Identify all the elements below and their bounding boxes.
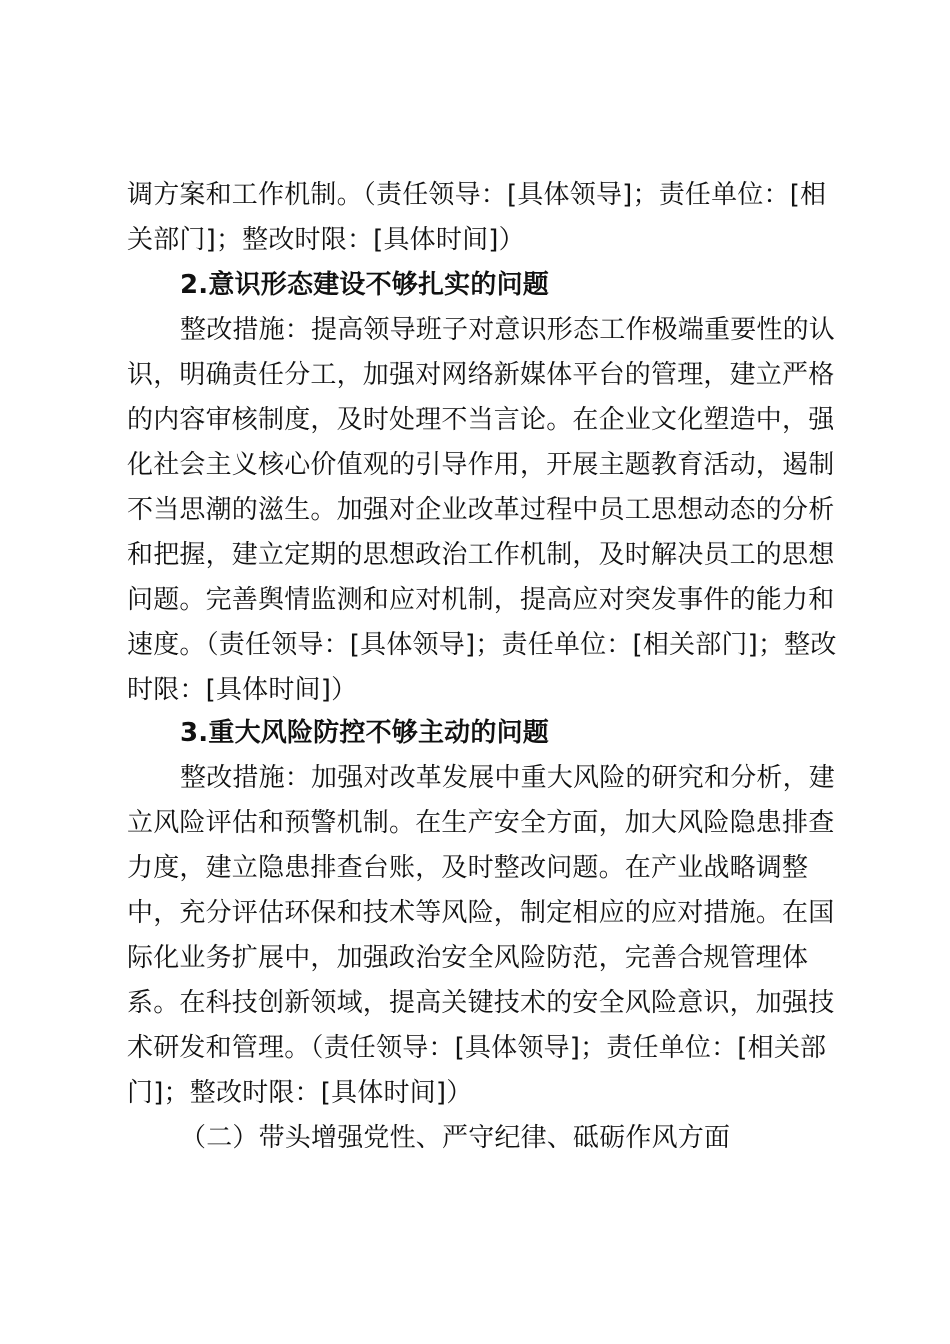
text-line: 识，明确责任分工，加强对网络新媒体平台的管理，建立严格 (127, 360, 835, 390)
text-line: 速度。（责任领导：[具体领导]；责任单位：[相关部门]；整改 (127, 630, 837, 660)
subsection-heading: （二）带头增强党性、严守纪律、砥砺作风方面 (180, 1123, 731, 1153)
text-line: 中，充分评估环保和技术等风险，制定相应的应对措施。在国 (127, 898, 835, 928)
text-line: 的内容审核制度，及时处理不当言论。在企业文化塑造中，强 (127, 405, 835, 435)
text-line: 化社会主义核心价值观的引导作用，开展主题教育活动，遏制 (127, 450, 835, 480)
text-line: 际化业务扩展中，加强政治安全风险防范，完善合规管理体 (127, 943, 809, 973)
text-line: 力度，建立隐患排查台账，及时整改问题。在产业战略调整 (127, 853, 809, 883)
text-line: 系。在科技创新领域，提高关键技术的安全风险意识，加强技 (127, 988, 835, 1018)
text-line: 时限：[具体时间]） (127, 675, 358, 705)
text-line: 不当思潮的滋生。加强对企业改革过程中员工思想动态的分析 (127, 495, 835, 525)
paragraph-start: 整改措施：加强对改革发展中重大风险的研究和分析，建 (180, 763, 836, 793)
text-line: 立风险评估和预警机制。在生产安全方面，加大风险隐患排查 (127, 808, 835, 838)
paragraph-start: 整改措施：提高领导班子对意识形态工作极端重要性的认 (180, 315, 836, 345)
text-line: 和把握，建立定期的思想政治工作机制，及时解决员工的思想 (127, 540, 835, 570)
section-heading: 2.意识形态建设不够扎实的问题 (180, 270, 549, 300)
text-line: 问题。完善舆情监测和应对机制，提高应对突发事件的能力和 (127, 585, 835, 615)
text-line: 关部门]；整改时限：[具体时间]） (127, 225, 525, 255)
section-heading: 3.重大风险防控不够主动的问题 (180, 718, 549, 748)
text-line: 术研发和管理。（责任领导：[具体领导]；责任单位：[相关部 (127, 1033, 827, 1063)
text-line: 门]；整改时限：[具体时间]） (127, 1078, 473, 1108)
text-line: 调方案和工作机制。（责任领导：[具体领导]；责任单位：[相 (127, 180, 827, 210)
